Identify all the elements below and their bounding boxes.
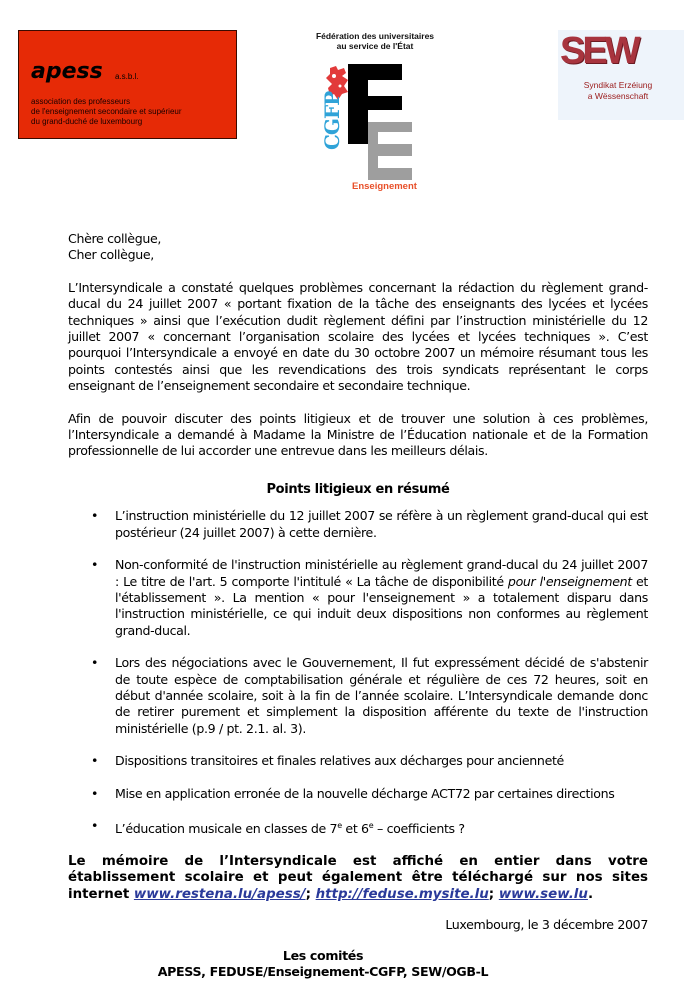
dateline: Luxembourg, le 3 décembre 2007 (445, 917, 648, 933)
list-item-text: Dispositions transitoires et finales relatives aux décharges pour ancienneté (115, 753, 564, 769)
apess-asbl: a.s.b.l. (115, 72, 139, 81)
list-item (68, 818, 648, 838)
list-item (68, 655, 648, 737)
signature-line: Les comités (282, 947, 364, 963)
greeting-line: Cher collègue, (68, 247, 154, 263)
list-item (68, 508, 648, 541)
bullet-icon: • (91, 655, 99, 671)
sew-logo (558, 30, 684, 120)
superscript: e (368, 820, 374, 830)
list-item-text: – coefficients ? (373, 821, 465, 837)
sew-subtitle-line: Syndikat Erzéiung (583, 80, 653, 90)
bullet-icon: • (91, 785, 99, 801)
link-separator: ; (488, 886, 499, 902)
list-item-text: Non-conformité de l'instruction ministérielle au règlement grand-ducal du 24 juillet 2007 : Le titre de l'art. 5 comporte l'intitulé « La tâche de disponibilité (115, 557, 648, 589)
link-apess[interactable]: www.restena.lu/apess/ (133, 886, 306, 902)
list-item-text: Mise en application erronée de la nouvelle décharge ACT72 par certaines directions (115, 785, 615, 801)
greeting-line: Chère collègue, (68, 231, 162, 246)
link-feduse[interactable]: http://feduse.mysite.lu (315, 886, 489, 902)
points-list (68, 508, 648, 837)
closing-paragraph (68, 854, 648, 904)
link-separator: ; (305, 886, 316, 902)
feduse-caption-line: au service de l'État (336, 41, 414, 51)
paragraph-request: Afin de pouvoir discuter des points litigieux et de trouver une solution à ces problèmes, l’Intersyndicale a demandé à Madame la Ministre de l’Éducation nationale et de la Formation professionnelle de lui accorder une entrevue dans les meilleurs délais. (68, 410, 648, 459)
section-title: Points litigieux en résumé (266, 481, 450, 497)
bullet-icon: • (91, 557, 99, 573)
signature (68, 948, 648, 980)
signature-line: APESS, FEDUSE/Enseignement-CGFP, SEW/OGB-L (157, 963, 489, 979)
feduse-logo (300, 30, 460, 195)
closing-end: . (587, 886, 594, 902)
letter-body (68, 231, 648, 980)
apess-description (31, 97, 182, 127)
superscript: e (337, 820, 342, 830)
apess-logo (18, 30, 237, 139)
link-sew[interactable]: www.sew.lu (498, 886, 588, 902)
list-item (68, 753, 648, 769)
bullet-icon: • (91, 817, 99, 833)
apess-description-line: de l'enseignement secondaire et supérieur (31, 107, 182, 116)
apess-wordmark: apess (31, 59, 103, 84)
list-item-text: et l'établissement ». La mention « pour l'enseignement » a totalement disparu dans l'instruction ministérielle, ce qui induit deux dispositions non conformes au règlement grand-ducal. (115, 573, 649, 638)
apess-description-line: association des professeurs (31, 97, 131, 106)
feduse-caption (300, 31, 450, 51)
list-item-text: L’éducation musicale en classes de 7 (115, 821, 338, 837)
feduse-subtitle: Enseignement (352, 181, 417, 192)
list-item-text: Lors des négociations avec le Gouvernement, Il fut expressément décidé de s'abstenir de toute espèce de comptabilisation générale et régulière de ces 72 heures, soit en début d'année scolaire, soit à la fin de l’année scolaire. L’Intersyndicale demande donc de retirer purement et simplement la disposition afférente du texte de l'instruction ministérielle (p.9 / pt. 2.1. al. 3). (115, 655, 648, 736)
list-item (68, 557, 648, 639)
paragraph-intro: L’Intersyndicale a constaté quelques problèmes concernant la rédaction du règlement grand-ducal du 24 juillet 2007 « portant fixation de la tâche des enseignants des lycées et lycées techniques » ainsi que l’exécution dudit règlement défini par l’instruction ministérielle du 12 juillet 2007 « concernant l’organisation scolaire des lycées et lycées techniques ». C’est pourquoi l’Intersyndicale a envoyé en date du 30 octobre 2007 un mémoire résumant tous les points contestés ainsi que les revendications des trois syndicats représentant le corps enseignant de l’enseignement secondaire et secondaire technique. (68, 279, 648, 394)
feduse-caption-line: Fédération des universitaires (315, 31, 435, 41)
closing-text: Le mémoire de l’Intersyndicale est affiché en entier dans votre établissement scolaire et peut également être téléchargé sur nos sites internet (68, 853, 648, 902)
sew-subtitle-line: a Wëssenschaft (587, 91, 649, 101)
list-item-text: et 6 (341, 821, 369, 837)
feduse-letter-e (368, 122, 412, 180)
sew-wordmark: SEW (560, 30, 638, 72)
bullet-icon: • (91, 508, 99, 524)
apess-description-line: du grand-duché de luxembourg (31, 117, 143, 126)
cgfp-wordmark: CGFP (320, 91, 344, 150)
list-item (68, 786, 648, 802)
bullet-icon: • (91, 753, 99, 769)
greeting (68, 231, 648, 264)
sew-subtitle (558, 80, 678, 102)
list-item-emphasis: pour l'enseignement (507, 573, 632, 589)
list-item-text: L’instruction ministérielle du 12 juillet 2007 se réfère à un règlement grand-ducal qui est postérieur (24 juillet 2007) à cette dernière. (115, 508, 648, 540)
